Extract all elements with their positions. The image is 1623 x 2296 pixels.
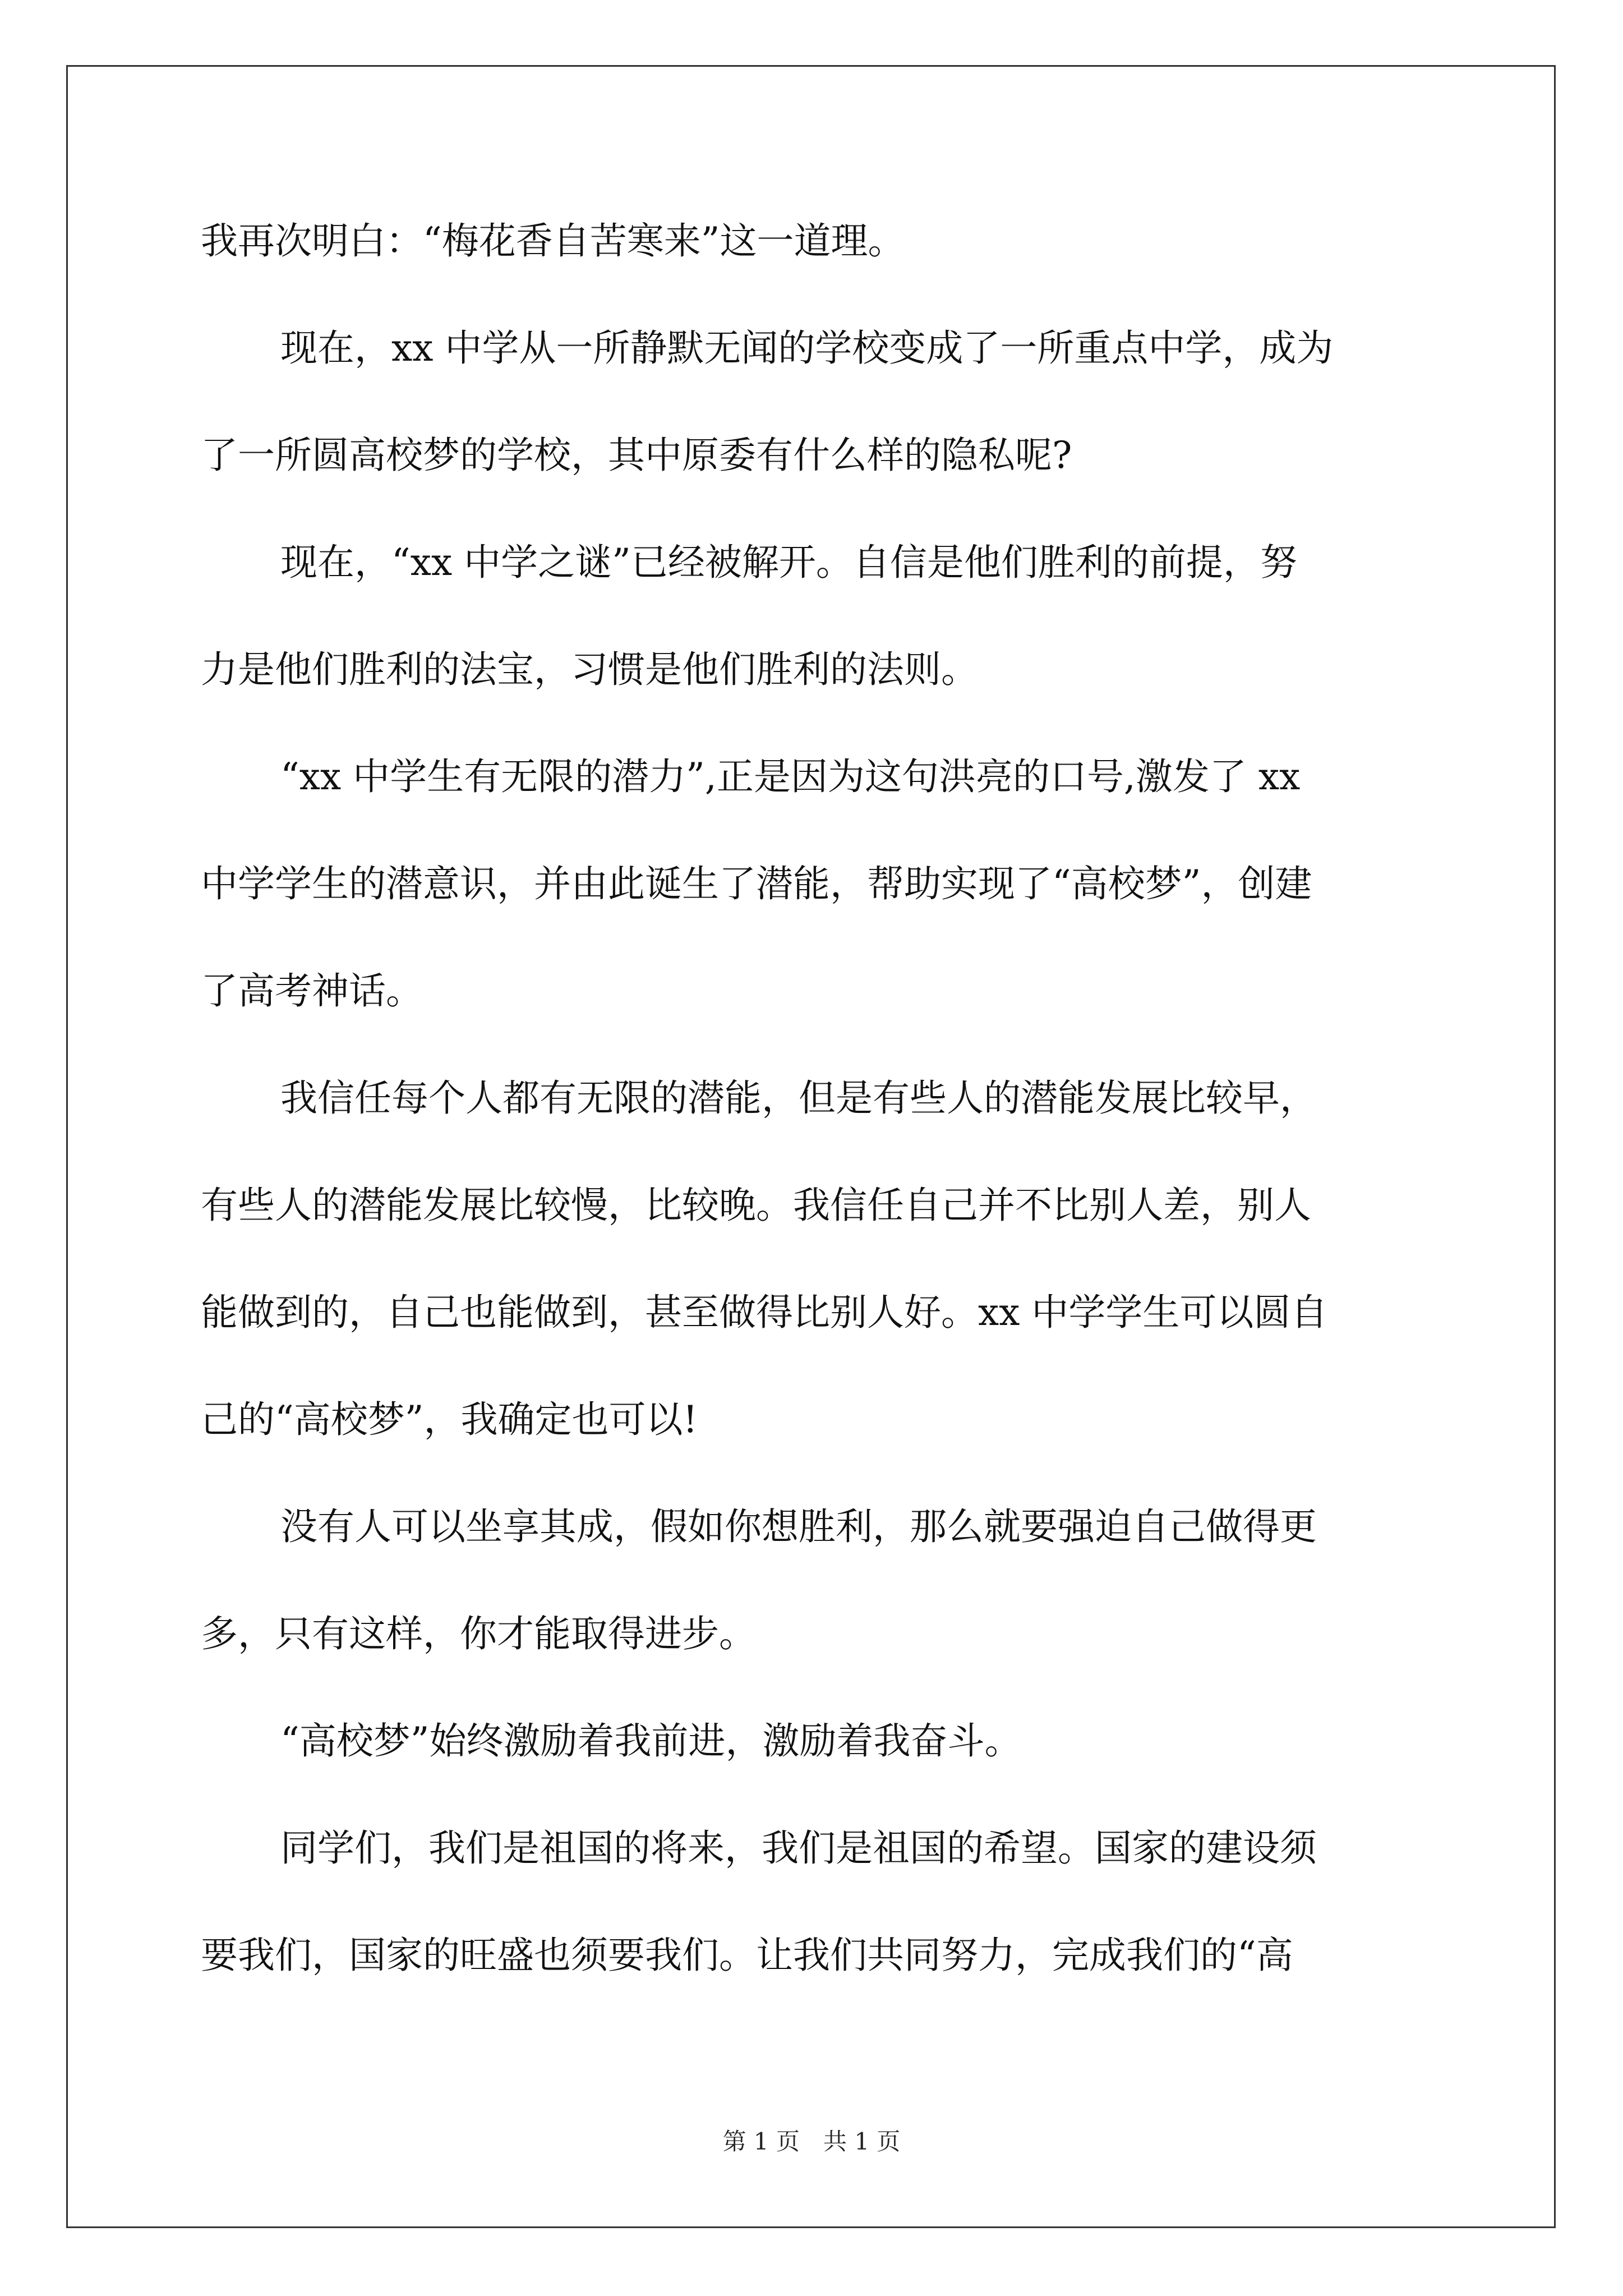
text-line: 能做到的，自己也能做到，甚至做得比别人好。xx 中学学生可以圆自: [201, 1291, 1328, 1334]
text-line: 我信任每个人都有无限的潜能，但是有些人的潜能发展比较早，: [280, 1076, 1317, 1120]
text-line: 没有人可以坐享其成，假如你想胜利，那么就要强迫自己做得更: [280, 1505, 1317, 1548]
page-number-footer: 第 1 页 共 1 页: [722, 2128, 901, 2155]
text-line: “高校梦”始终激励着我前进，激励着我奋斗。: [280, 1719, 1022, 1763]
text-line: 了高考神话。: [201, 969, 423, 1013]
text-line: 要我们，国家的旺盛也须要我们。让我们共同努力，完成我们的“高: [201, 1934, 1293, 1977]
text-line: 多，只有这样，你才能取得进步。: [201, 1612, 756, 1655]
text-line: 现在，xx 中学从一所静默无闻的学校变成了一所重点中学，成为: [280, 326, 1334, 370]
text-line: 了一所圆高校梦的学校，其中原委有什么样的隐私呢?: [201, 434, 1072, 477]
text-line: 同学们，我们是祖国的将来，我们是祖国的希望。国家的建设须: [280, 1826, 1317, 1870]
text-line: 力是他们胜利的法宝，习惯是他们胜利的法则。: [201, 648, 978, 691]
text-line: 有些人的潜能发展比较慢，比较晚。我信任自己并不比别人差，别人: [201, 1184, 1311, 1227]
text-line: 现在，“xx 中学之谜”已经被解开。自信是他们胜利的前提，努: [280, 541, 1297, 584]
text-line: 己的“高校梦”，我确定也可以!: [201, 1398, 698, 1441]
text-line: 我再次明白：“梅花香自苦寒来”这一道理。: [201, 219, 905, 263]
text-line: “xx 中学生有无限的潜力”,正是因为这句洪亮的口号,激发了 xx: [280, 755, 1301, 798]
page-border: [66, 65, 1556, 2228]
text-line: 中学学生的潜意识，并由此诞生了潜能，帮助实现了“高校梦”，创建: [201, 862, 1312, 905]
